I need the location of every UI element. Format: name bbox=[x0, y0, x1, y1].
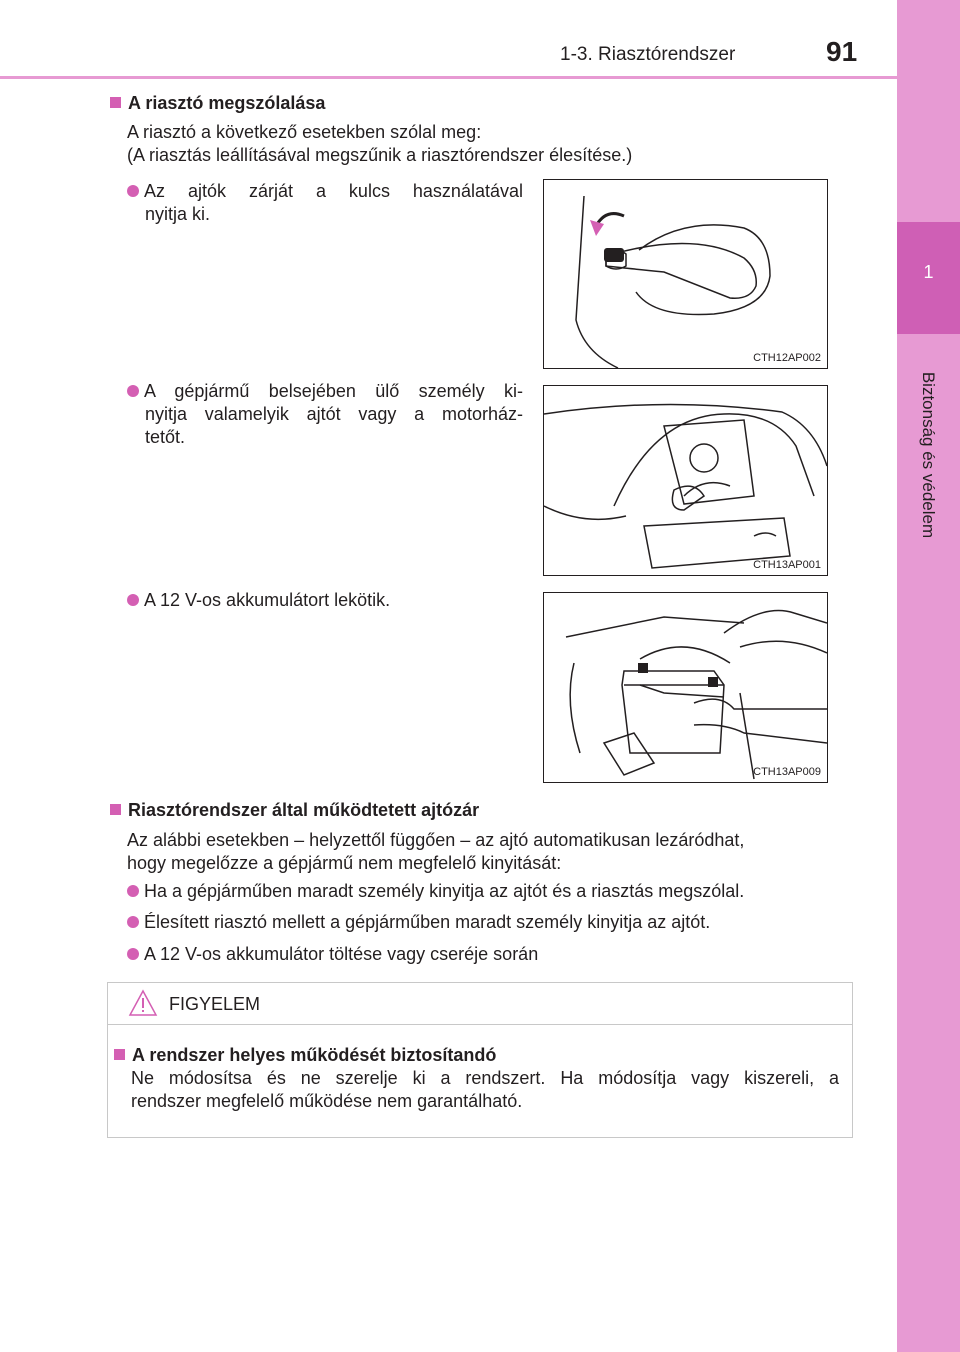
warning-triangle-icon bbox=[128, 989, 158, 1017]
chapter-side-tab[interactable] bbox=[897, 0, 960, 1352]
list-item: A 12 V-os akkumulátor töltése vagy cseréje során bbox=[127, 943, 538, 966]
square-bullet-icon bbox=[110, 97, 121, 108]
chapter-number: 1 bbox=[923, 262, 934, 282]
person-door-figure bbox=[543, 385, 828, 576]
square-bullet-icon bbox=[114, 1049, 125, 1060]
lock-section-heading: Riasztórendszer által működtetett ajtózár bbox=[110, 800, 479, 821]
round-bullet-icon bbox=[127, 916, 139, 928]
alarm-section-heading: A riasztó megszólalása bbox=[110, 93, 325, 114]
lock-intro: Az alábbi esetekben – helyzettől függően – az ajtó automatikusan lezáródhat, hogy megelőzze a gépjármű nem megfelelő kinyitását: bbox=[127, 830, 745, 873]
door-key-illustration bbox=[544, 180, 827, 368]
section-label: 1-3. Riasztórendszer bbox=[560, 44, 736, 65]
alarm-item: A gépjármű belsejében ülő személy ki- nyitja valamelyik ajtót vagy a motorház- tetőt. bbox=[127, 380, 523, 449]
warning-box bbox=[107, 982, 853, 1138]
square-bullet-icon bbox=[110, 804, 121, 815]
warning-heading: A rendszer helyes működését biztosítandó bbox=[114, 1045, 496, 1066]
round-bullet-icon bbox=[127, 594, 139, 606]
alarm-item: Az ajtók zárját a kulcs használatával nyitja ki. bbox=[127, 180, 523, 226]
round-bullet-icon bbox=[127, 948, 139, 960]
battery-figure bbox=[543, 592, 828, 783]
header-divider bbox=[0, 76, 897, 79]
round-bullet-icon bbox=[127, 385, 139, 397]
list-item: Élesített riasztó mellett a gépjárműben maradt személy kinyitja az ajtót. bbox=[127, 911, 710, 934]
alarm-item: A 12 V-os akkumulátort lekötik. bbox=[127, 589, 523, 612]
round-bullet-icon bbox=[127, 185, 139, 197]
warning-header bbox=[108, 983, 852, 1025]
figure-code: CTH12AP002 bbox=[753, 352, 821, 364]
door-key-figure bbox=[543, 179, 828, 369]
battery-disconnect-illustration bbox=[544, 593, 827, 782]
person-opening-door-illustration bbox=[544, 386, 827, 575]
list-item: Ha a gépjárműben maradt személy kinyitja az ajtót és a riasztás megszólal. bbox=[127, 880, 744, 903]
figure-code: CTH13AP001 bbox=[753, 559, 821, 571]
figure-code: CTH13AP009 bbox=[753, 766, 821, 778]
warning-title: FIGYELEM bbox=[169, 994, 261, 1014]
alarm-intro: A riasztó a következő esetekben szólal meg: (A riasztás leállításával megszűnik a riasztórendszer élesítése.) bbox=[127, 122, 633, 165]
page-number: 91 bbox=[826, 36, 858, 67]
round-bullet-icon bbox=[127, 885, 139, 897]
warning-text: Ne módosítsa és ne szerelje ki a rendszert. Ha módosítja vagy kiszereli, a rendszer megfelelő működése nem garantálható. bbox=[131, 1068, 839, 1111]
chapter-title: Biztonság és védelem bbox=[919, 371, 938, 539]
